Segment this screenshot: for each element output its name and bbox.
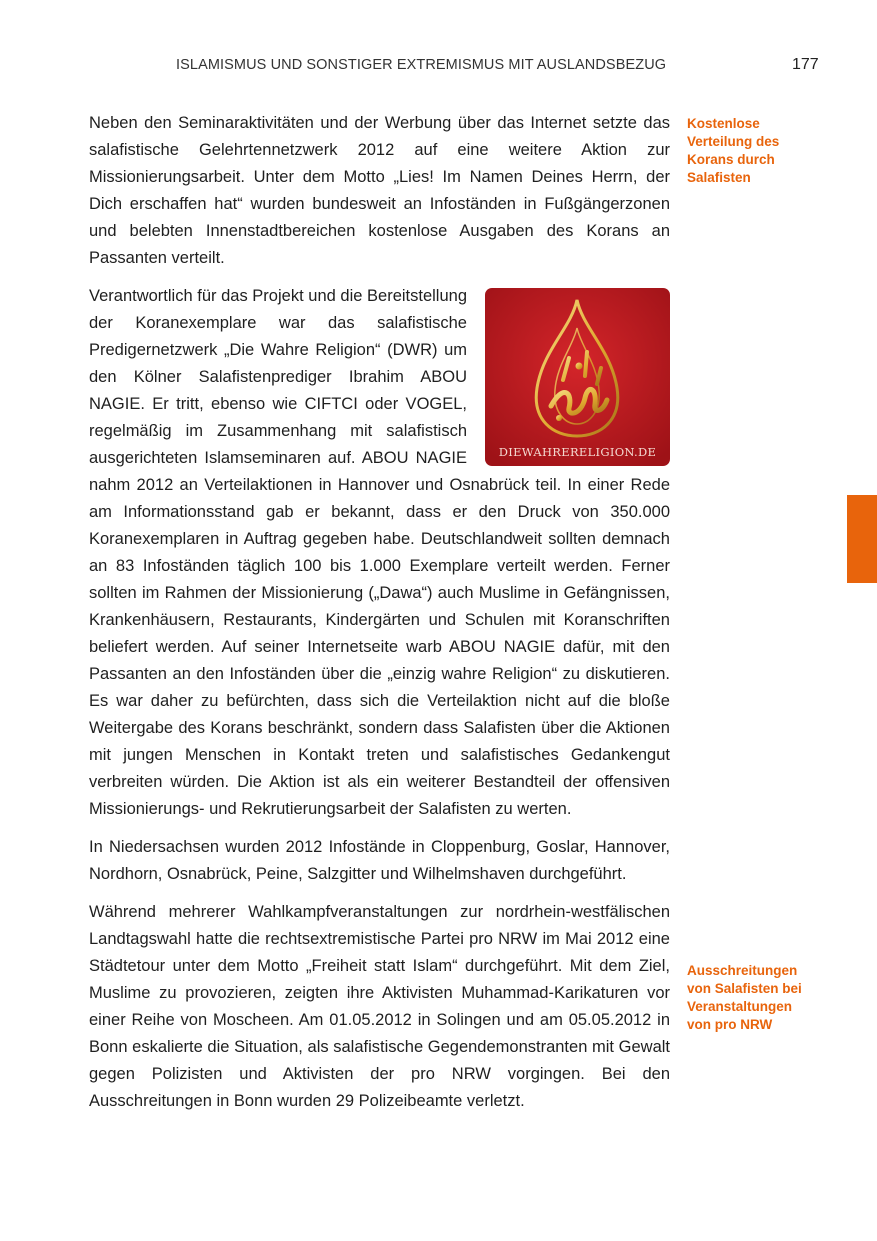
- body-paragraph: Während mehrerer Wahlkampfveranstaltungen zur nordrhein-westfälischen Landtagswahl hatte die rechtsextremistische Partei pro NRW im Mai 2012 eine Städtetour unter dem Motto „Freiheit statt Islam“ durchgeführt. Mit dem Ziel, Muslime zu provozieren, zeigten ihre Aktivisten Muhammad-Karikaturen vor einer Reihe von Moscheen. Am 01.05.2012 in Solingen und am 05.05.2012 in Bonn eskalierte die Situation, als salafistische Gegendemonstranten mit Gewalt gegen Polizisten und Aktivisten der pro NRW vorgingen. Bei den Ausschreitungen in Bonn wurden 29 Polizeibeamte verletzt.: [89, 903, 670, 1110]
- logo-caption: DIEWAHRERELIGION.DE: [498, 445, 657, 459]
- dwr-logo-image: [485, 288, 670, 466]
- margin-note-koran-distribution: Kostenlose Verteilung des Korans durch Salafisten: [687, 116, 780, 185]
- dwr-logo-figure: [485, 288, 670, 466]
- body-paragraph: Neben den Seminaraktivitäten und der Werbung über das Internet setzte das salafistische Gelehrtennetzwerk 2012 auf eine weitere Aktion zur Missionierungsarbeit. Unter dem Motto „Lies! Im Namen Deines Herrn, der Dich erschaffen hat“ wurden bundesweit an Infoständen in Fußgängerzonen und belebten Innenstadtbereichen kostenlose Ausgaben des Korans an Passanten verteilt.: [89, 114, 670, 267]
- body-paragraph: In Niedersachsen wurden 2012 Infostände in Cloppenburg, Goslar, Hannover, Nordhorn, Osnabrück, Peine, Salzgitter und Wilhelmshaven durchgeführt.: [89, 838, 670, 883]
- running-header: ISLAMISMUS UND SONSTIGER EXTREMISMUS MIT AUSLANDSBEZUG: [176, 57, 667, 73]
- chapter-edge-tab: [847, 495, 877, 583]
- body-paragraph: Verantwortlich für das Projekt und die Bereitstellung der Koranexemplare war das salafistische Predigernetzwerk „Die Wahre Religion“ (DWR) um den Kölner Salafistenprediger Ibrahim ABOU NAGIE. Er tritt, ebenso wie CIFTCI oder VOGEL, regelmäßig im Zusammenhang mit salafistisch ausgerichteten Islamseminaren auf. ABOU NAGIE nahm 2012 an Verteilaktionen in Hannover und Osnabrück teil. In einer Rede am Informationsstand gab er bekannt, dass er den Druck von 350.000 Koranexemplaren in Auftrag gegeben habe. Deutschlandweit sollten demnach an 83 Infoständen täglich 100 bis 1.000 Exemplare verteilt werden. Ferner sollten im Rahmen der Missionierung („Dawa“) auch Muslime in Gefängnissen, Krankenhäusern, Restaurants, Kindergärten und Schulen mit Koranschriften beliefert werden. Auf seiner Internetseite warb ABOU NAGIE dafür, mit den Passanten an den Infoständen über die „einzig wahre Religion“ zu diskutieren. Es war daher zu befürchten, dass sich die Verteilaktion nicht auf die bloße Weitergabe des Korans beschränkt, sondern dass Salafisten über die Aktionen mit jungen Menschen in Kontakt treten und salafistisches Gedankengut verbreiten würden. Die Aktion ist als ein weiterer Bestandteil der offensiven Missionierungs- und Rekrutierungsarbeit der Salafisten zu werten.: [89, 287, 670, 818]
- main-column: [89, 110, 670, 1126]
- margin-note-riots-pro-nrw: Ausschreitungen von Salafisten bei Veranstaltungen von pro NRW: [687, 963, 802, 1032]
- page-number: 177: [792, 56, 819, 73]
